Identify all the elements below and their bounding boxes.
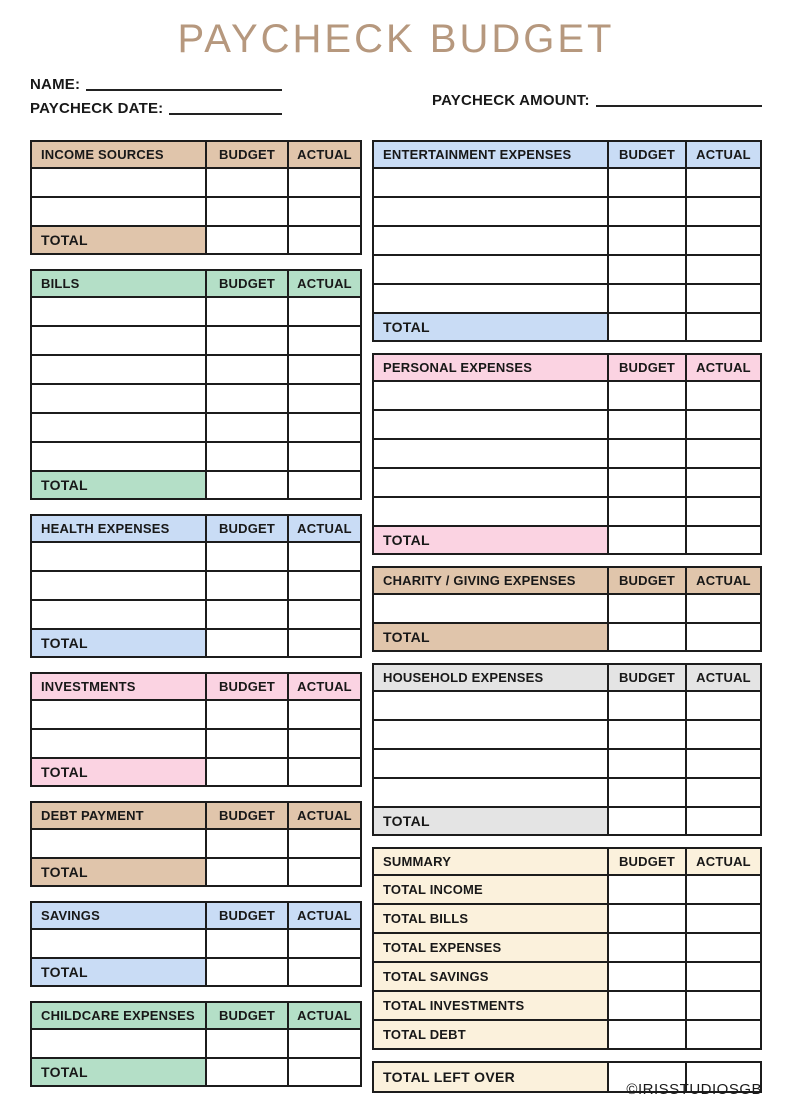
item-name-cell[interactable] [32, 1030, 205, 1057]
paycheck-date-label: PAYCHECK DATE: [30, 100, 164, 117]
summary-row-label: TOTAL SAVINGS [374, 963, 607, 990]
left-column [30, 140, 362, 1087]
table-title: ENTERTAINMENT EXPENSES [374, 142, 607, 167]
budget-value-cell[interactable] [607, 1021, 685, 1048]
actual-column-header: ACTUAL [287, 674, 360, 699]
actual-value-cell[interactable] [685, 934, 760, 961]
budget-value-cell[interactable] [205, 601, 287, 628]
actual-value-cell[interactable] [287, 443, 360, 470]
item-name-cell[interactable] [374, 285, 607, 312]
total-budget-cell[interactable] [205, 227, 287, 253]
budget-value-cell[interactable] [205, 414, 287, 441]
budget-value-cell[interactable] [607, 498, 685, 525]
total-budget-cell[interactable] [607, 314, 685, 340]
table-title: CHILDCARE EXPENSES [32, 1003, 205, 1028]
budget-value-cell[interactable] [607, 256, 685, 283]
budget-value-cell[interactable] [607, 905, 685, 932]
actual-value-cell[interactable] [287, 327, 360, 354]
actual-value-cell[interactable] [685, 469, 760, 496]
item-name-cell[interactable] [32, 385, 205, 412]
total-budget-cell[interactable] [205, 1059, 287, 1085]
top-fields [30, 76, 762, 124]
actual-value-cell[interactable] [287, 701, 360, 728]
actual-value-cell[interactable] [287, 356, 360, 383]
total-actual-cell[interactable] [287, 759, 360, 785]
table-row [374, 690, 760, 719]
actual-column-header: ACTUAL [287, 271, 360, 296]
table-row [374, 196, 760, 225]
table-row [374, 283, 760, 312]
budget-value-cell[interactable] [607, 169, 685, 196]
item-name-cell[interactable] [32, 298, 205, 325]
actual-value-cell[interactable] [287, 830, 360, 857]
table-row [374, 467, 760, 496]
actual-column-header: ACTUAL [685, 355, 760, 380]
paycheck-date-input-line[interactable] [169, 103, 282, 115]
item-name-cell[interactable] [374, 721, 607, 748]
budget-value-cell[interactable] [205, 298, 287, 325]
budget-value-cell[interactable] [205, 1030, 287, 1057]
table-header-row [32, 142, 360, 167]
table-header-row [32, 803, 360, 828]
table-title: HEALTH EXPENSES [32, 516, 205, 541]
actual-value-cell[interactable] [685, 198, 760, 225]
table-total-row [374, 806, 760, 834]
budget-column-header: BUDGET [205, 903, 287, 928]
budget-column-header: BUDGET [607, 355, 685, 380]
budget-column-header: BUDGET [205, 1003, 287, 1028]
summary-row [374, 874, 760, 903]
item-name-cell[interactable] [374, 411, 607, 438]
table-columns [30, 140, 762, 1093]
name-label: NAME: [30, 76, 81, 93]
table-row [32, 570, 360, 599]
table-total-row [32, 1057, 360, 1085]
table-total-row [32, 757, 360, 785]
table-total-row [32, 857, 360, 885]
actual-value-cell[interactable] [685, 169, 760, 196]
budget-column-header: BUDGET [607, 849, 685, 874]
table-total-row [374, 312, 760, 340]
table-row [374, 167, 760, 196]
actual-value-cell[interactable] [685, 692, 760, 719]
total-actual-cell[interactable] [287, 959, 360, 985]
budget-value-cell[interactable] [607, 469, 685, 496]
actual-value-cell[interactable] [685, 440, 760, 467]
name-field [30, 76, 282, 93]
actual-column-header: ACTUAL [685, 665, 760, 690]
summary-row-label: TOTAL EXPENSES [374, 934, 607, 961]
total-budget-cell[interactable] [205, 859, 287, 885]
total-actual-cell[interactable] [287, 227, 360, 253]
table-header-row [32, 674, 360, 699]
summary-row [374, 961, 760, 990]
budget-column-header: BUDGET [205, 803, 287, 828]
table-row [374, 438, 760, 467]
total-budget-cell[interactable] [607, 808, 685, 834]
table-row [32, 167, 360, 196]
table-income-sources [30, 140, 362, 255]
table-row [374, 719, 760, 748]
summary-row [374, 932, 760, 961]
actual-column-header: ACTUAL [287, 903, 360, 928]
paycheck-amount-label: PAYCHECK AMOUNT: [432, 91, 590, 109]
budget-value-cell[interactable] [205, 730, 287, 757]
item-name-cell[interactable] [32, 572, 205, 599]
actual-value-cell[interactable] [685, 256, 760, 283]
budget-value-cell[interactable] [607, 411, 685, 438]
budget-value-cell[interactable] [607, 227, 685, 254]
item-name-cell[interactable] [32, 830, 205, 857]
right-column [372, 140, 762, 1093]
budget-value-cell[interactable] [607, 934, 685, 961]
budget-value-cell[interactable] [607, 382, 685, 409]
budget-column-header: BUDGET [205, 674, 287, 699]
total-label: TOTAL [374, 808, 607, 834]
table-row [32, 412, 360, 441]
summary-row-label: TOTAL BILLS [374, 905, 607, 932]
budget-value-cell[interactable] [607, 721, 685, 748]
table-row [374, 254, 760, 283]
table-summary [372, 847, 762, 1050]
actual-value-cell[interactable] [685, 285, 760, 312]
table-row [32, 441, 360, 470]
table-title: SUMMARY [374, 849, 607, 874]
table-total-row [32, 225, 360, 253]
actual-value-cell[interactable] [685, 992, 760, 1019]
budget-column-header: BUDGET [205, 271, 287, 296]
budget-column-header: BUDGET [205, 516, 287, 541]
actual-column-header: ACTUAL [287, 1003, 360, 1028]
budget-value-cell[interactable] [607, 876, 685, 903]
total-actual-cell[interactable] [685, 624, 760, 650]
actual-column-header: ACTUAL [287, 516, 360, 541]
item-name-cell[interactable] [32, 327, 205, 354]
budget-value-cell[interactable] [205, 356, 287, 383]
item-name-cell[interactable] [32, 543, 205, 570]
total-budget-cell[interactable] [607, 527, 685, 553]
budget-value-cell[interactable] [607, 750, 685, 777]
actual-value-cell[interactable] [287, 298, 360, 325]
budget-value-cell[interactable] [205, 327, 287, 354]
item-name-cell[interactable] [32, 730, 205, 757]
summary-row-label: TOTAL INVESTMENTS [374, 992, 607, 1019]
table-row [374, 409, 760, 438]
total-budget-cell[interactable] [607, 624, 685, 650]
item-name-cell[interactable] [32, 930, 205, 957]
actual-value-cell[interactable] [287, 198, 360, 225]
table-household-expenses [372, 663, 762, 836]
item-name-cell[interactable] [374, 440, 607, 467]
table-debt-payment [30, 801, 362, 887]
total-label: TOTAL [32, 759, 205, 785]
table-row [32, 541, 360, 570]
item-name-cell[interactable] [32, 414, 205, 441]
table-total-row [32, 628, 360, 656]
table-row [374, 748, 760, 777]
table-personal-expenses [372, 353, 762, 555]
table-header-row [374, 665, 760, 690]
table-row [32, 354, 360, 383]
budget-value-cell[interactable] [607, 198, 685, 225]
table-total-row [32, 957, 360, 985]
total-label: TOTAL [32, 472, 205, 498]
table-entertainment-expenses [372, 140, 762, 342]
total-actual-cell[interactable] [287, 859, 360, 885]
actual-value-cell[interactable] [685, 963, 760, 990]
budget-column-header: BUDGET [607, 142, 685, 167]
budget-value-cell[interactable] [607, 692, 685, 719]
actual-value-cell[interactable] [685, 779, 760, 806]
budget-value-cell[interactable] [607, 992, 685, 1019]
actual-value-cell[interactable] [685, 498, 760, 525]
total-label: TOTAL [374, 624, 607, 650]
table-row [32, 928, 360, 957]
table-bills [30, 269, 362, 500]
table-row [32, 196, 360, 225]
actual-value-cell[interactable] [685, 227, 760, 254]
actual-value-cell[interactable] [287, 572, 360, 599]
actual-value-cell[interactable] [685, 721, 760, 748]
table-savings [30, 901, 362, 987]
table-header-row [374, 849, 760, 874]
total-budget-cell[interactable] [205, 759, 287, 785]
table-total-row [374, 622, 760, 650]
total-label: TOTAL LEFT OVER [374, 1063, 607, 1091]
actual-value-cell[interactable] [685, 905, 760, 932]
actual-value-cell[interactable] [685, 595, 760, 622]
summary-row-label: TOTAL INCOME [374, 876, 607, 903]
table-header-row [374, 142, 760, 167]
table-header-row [32, 271, 360, 296]
actual-value-cell[interactable] [287, 169, 360, 196]
budget-value-cell[interactable] [205, 930, 287, 957]
budget-value-cell[interactable] [607, 440, 685, 467]
actual-value-cell[interactable] [685, 382, 760, 409]
total-budget-cell[interactable] [205, 472, 287, 498]
paycheck-amount-field [432, 92, 762, 109]
total-label: TOTAL [32, 227, 205, 253]
item-name-cell[interactable] [32, 701, 205, 728]
total-actual-cell[interactable] [685, 314, 760, 340]
actual-value-cell[interactable] [287, 601, 360, 628]
item-name-cell[interactable] [374, 169, 607, 196]
credit-text: ©IRISSTUDIOSGB [626, 1081, 762, 1098]
table-investments [30, 672, 362, 787]
item-name-cell[interactable] [32, 198, 205, 225]
item-name-cell[interactable] [32, 169, 205, 196]
summary-row-label: TOTAL DEBT [374, 1021, 607, 1048]
table-row [32, 728, 360, 757]
budget-value-cell[interactable] [205, 830, 287, 857]
total-actual-cell[interactable] [685, 527, 760, 553]
table-charity-giving-expenses [372, 566, 762, 652]
table-row [32, 325, 360, 354]
item-name-cell[interactable] [374, 595, 607, 622]
actual-column-header: ACTUAL [287, 142, 360, 167]
item-name-cell[interactable] [32, 601, 205, 628]
name-input-line[interactable] [86, 79, 282, 91]
actual-value-cell[interactable] [287, 1030, 360, 1057]
budget-value-cell[interactable] [607, 285, 685, 312]
table-title: INVESTMENTS [32, 674, 205, 699]
budget-column-header: BUDGET [205, 142, 287, 167]
table-total-row [32, 470, 360, 498]
table-title: DEBT PAYMENT [32, 803, 205, 828]
actual-column-header: ACTUAL [685, 849, 760, 874]
table-row [374, 777, 760, 806]
budget-value-cell[interactable] [205, 198, 287, 225]
budget-value-cell[interactable] [607, 963, 685, 990]
budget-value-cell[interactable] [607, 779, 685, 806]
actual-column-header: ACTUAL [685, 568, 760, 593]
total-actual-cell[interactable] [287, 472, 360, 498]
table-title: PERSONAL EXPENSES [374, 355, 607, 380]
budget-value-cell[interactable] [205, 443, 287, 470]
actual-value-cell[interactable] [685, 750, 760, 777]
paycheck-amount-input-line[interactable] [596, 95, 762, 107]
actual-column-header: ACTUAL [287, 803, 360, 828]
table-childcare-expenses [30, 1001, 362, 1087]
paycheck-date-field [30, 100, 282, 117]
summary-row [374, 990, 760, 1019]
total-actual-cell[interactable] [287, 1059, 360, 1085]
item-name-cell[interactable] [374, 498, 607, 525]
table-row [374, 225, 760, 254]
item-name-cell[interactable] [374, 750, 607, 777]
table-row [32, 828, 360, 857]
total-label: TOTAL [32, 630, 205, 656]
budget-value-cell[interactable] [205, 543, 287, 570]
item-name-cell[interactable] [374, 382, 607, 409]
total-label: TOTAL [32, 959, 205, 985]
budget-value-cell[interactable] [205, 169, 287, 196]
table-row [32, 699, 360, 728]
table-title: CHARITY / GIVING EXPENSES [374, 568, 607, 593]
table-row [374, 593, 760, 622]
item-name-cell[interactable] [374, 469, 607, 496]
budget-column-header: BUDGET [607, 568, 685, 593]
budget-value-cell[interactable] [607, 595, 685, 622]
total-budget-cell[interactable] [205, 630, 287, 656]
actual-value-cell[interactable] [287, 930, 360, 957]
table-title: SAVINGS [32, 903, 205, 928]
total-label: TOTAL [32, 859, 205, 885]
name-date-fields [30, 76, 282, 124]
total-label: TOTAL [32, 1059, 205, 1085]
actual-value-cell[interactable] [685, 411, 760, 438]
table-row [32, 383, 360, 412]
budget-value-cell[interactable] [205, 701, 287, 728]
table-total-row [374, 525, 760, 553]
table-row [374, 380, 760, 409]
budget-value-cell[interactable] [205, 572, 287, 599]
item-name-cell[interactable] [374, 779, 607, 806]
item-name-cell[interactable] [374, 227, 607, 254]
actual-value-cell[interactable] [685, 876, 760, 903]
table-row [374, 496, 760, 525]
table-header-row [32, 903, 360, 928]
item-name-cell[interactable] [32, 356, 205, 383]
total-label: TOTAL [374, 314, 607, 340]
total-label: TOTAL [374, 527, 607, 553]
summary-row [374, 1019, 760, 1048]
table-header-row [32, 1003, 360, 1028]
table-title: HOUSEHOLD EXPENSES [374, 665, 607, 690]
actual-value-cell[interactable] [287, 543, 360, 570]
budget-column-header: BUDGET [607, 665, 685, 690]
item-name-cell[interactable] [374, 256, 607, 283]
budget-value-cell[interactable] [205, 385, 287, 412]
actual-column-header: ACTUAL [685, 142, 760, 167]
item-name-cell[interactable] [374, 198, 607, 225]
actual-value-cell[interactable] [287, 385, 360, 412]
table-header-row [374, 355, 760, 380]
table-health-expenses [30, 514, 362, 658]
item-name-cell[interactable] [32, 443, 205, 470]
actual-value-cell[interactable] [287, 730, 360, 757]
summary-row [374, 903, 760, 932]
actual-value-cell[interactable] [685, 1021, 760, 1048]
total-actual-cell[interactable] [685, 808, 760, 834]
item-name-cell[interactable] [374, 692, 607, 719]
table-title: BILLS [32, 271, 205, 296]
table-row [32, 1028, 360, 1057]
total-actual-cell[interactable] [287, 630, 360, 656]
table-header-row [32, 516, 360, 541]
total-budget-cell[interactable] [205, 959, 287, 985]
page-title: PAYCHECK BUDGET [177, 17, 615, 61]
table-title: INCOME SOURCES [32, 142, 205, 167]
table-row [32, 599, 360, 628]
actual-value-cell[interactable] [287, 414, 360, 441]
table-row [32, 296, 360, 325]
table-header-row [374, 568, 760, 593]
